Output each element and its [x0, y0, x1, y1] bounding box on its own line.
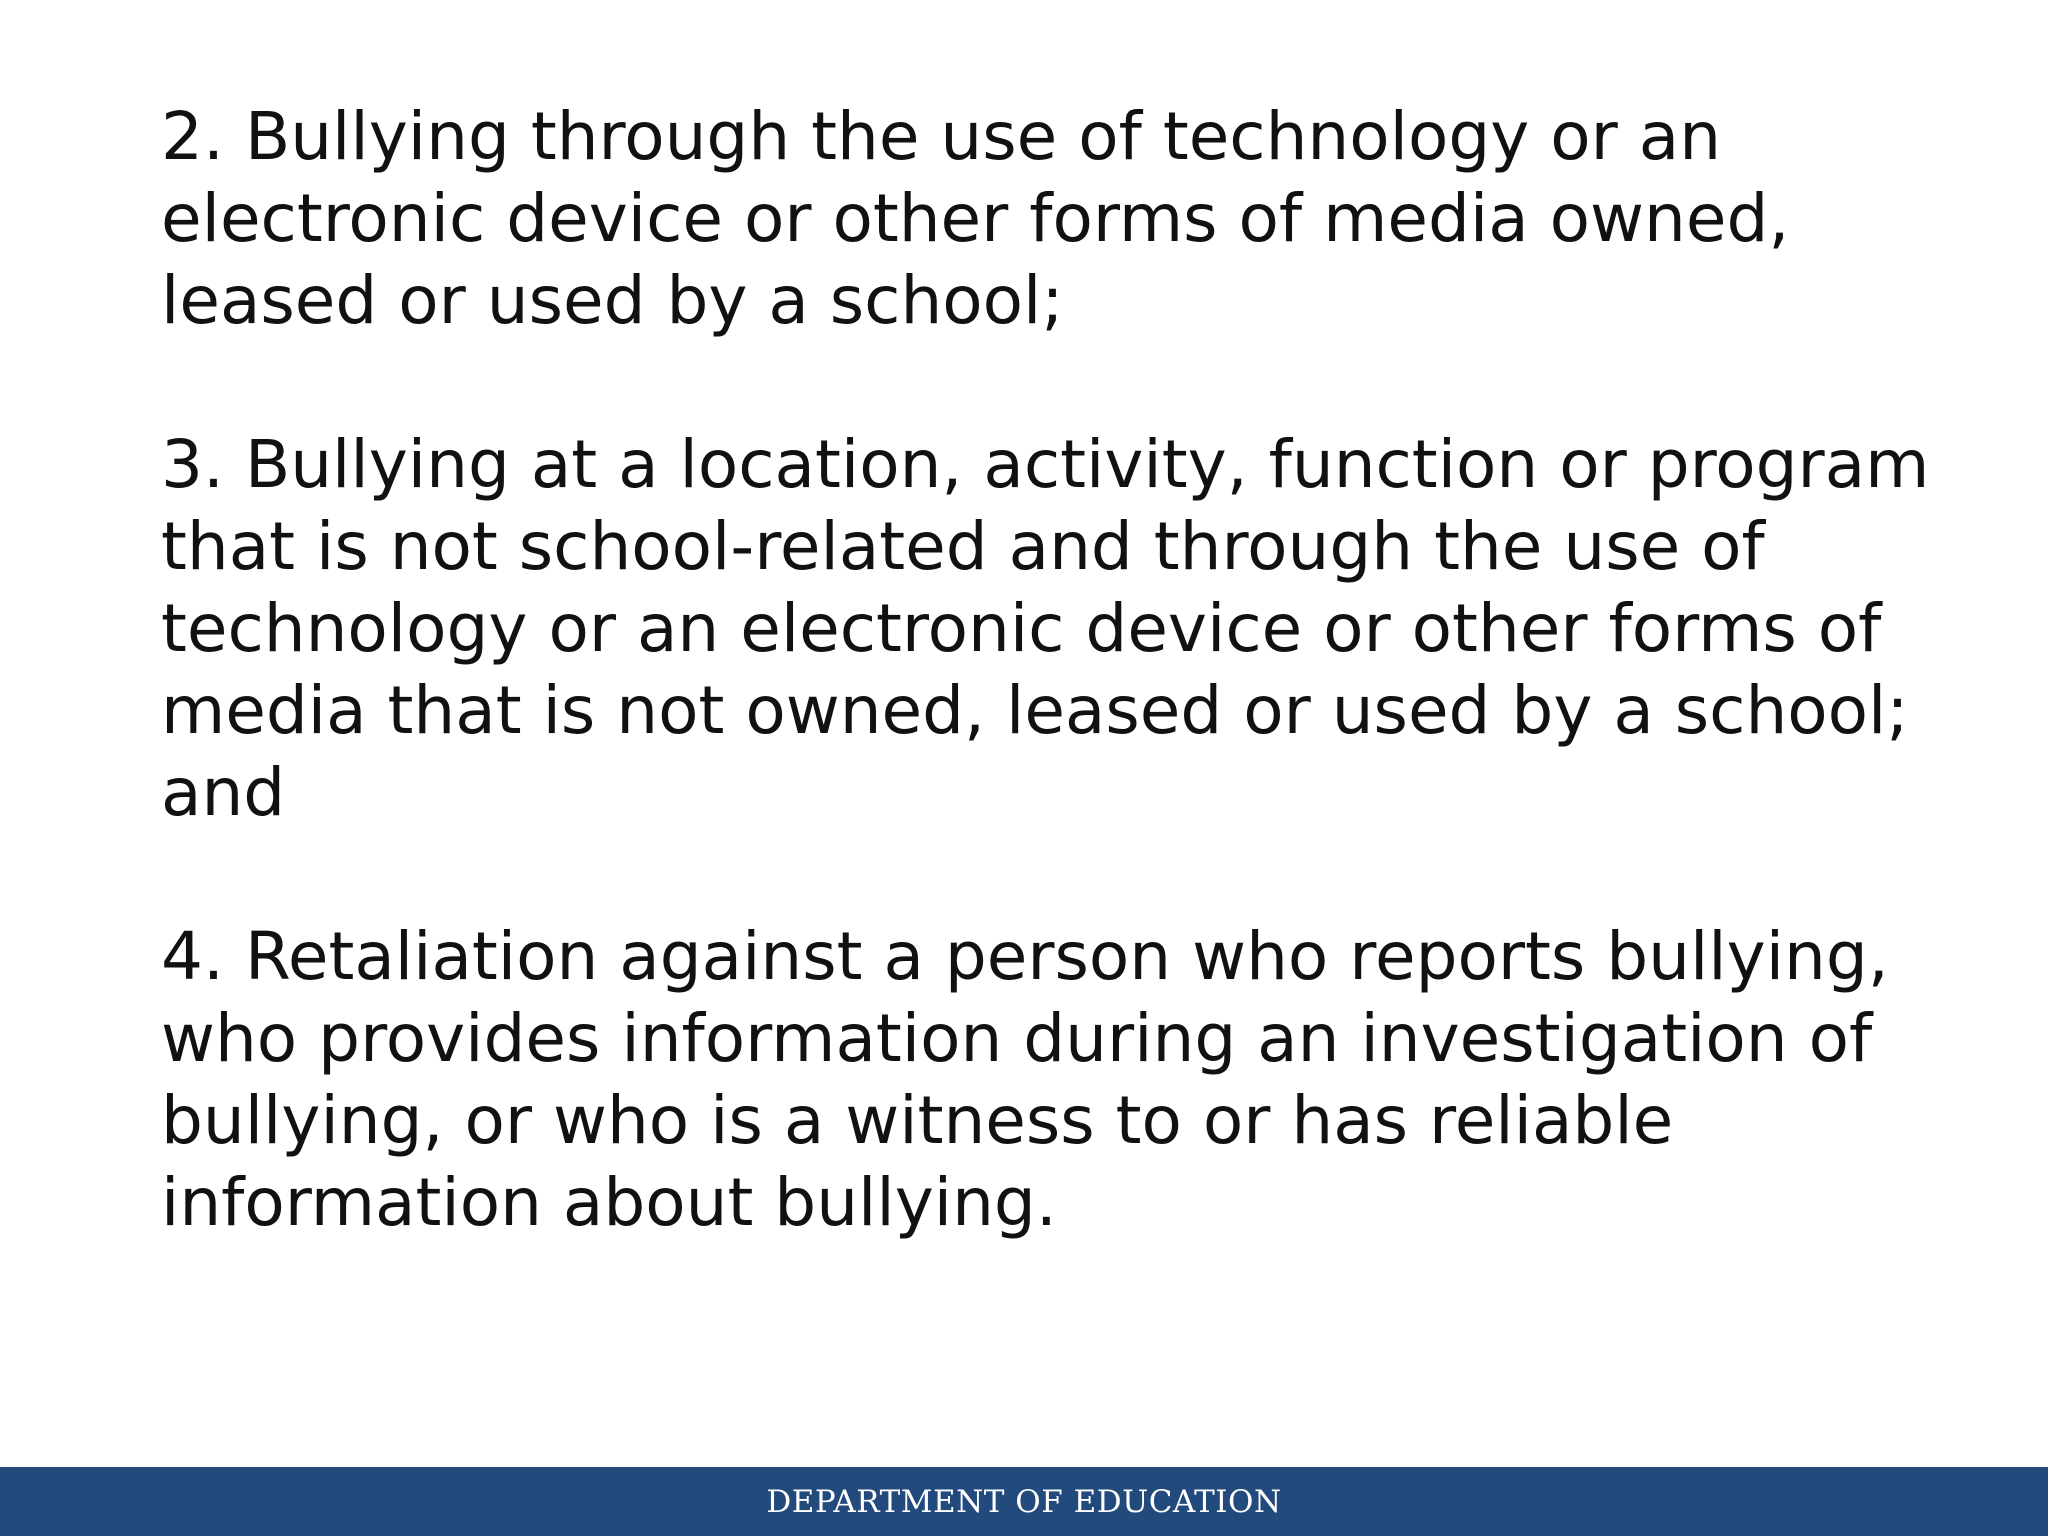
- footer-label: DEPARTMENT OF EDUCATION: [766, 1483, 1282, 1520]
- footer-bar: [0, 1467, 2048, 1536]
- slide-body: [161, 96, 2021, 1244]
- list-item-2: 2. Bullying through the use of technology or an electronic device or other forms of media owned, leased or used by a school;: [161, 98, 1790, 339]
- list-item-4: 4. Retaliation against a person who reports bullying, who provides information during an investigation of bullying, or who is a witness to or has reliable information about bullying.: [161, 918, 1889, 1241]
- list-item-3: 3. Bullying at a location, activity, function or program that is not school-related and through the use of technology or an electronic device or other forms of media that is not owned, leased or used by a school; and: [161, 426, 1930, 831]
